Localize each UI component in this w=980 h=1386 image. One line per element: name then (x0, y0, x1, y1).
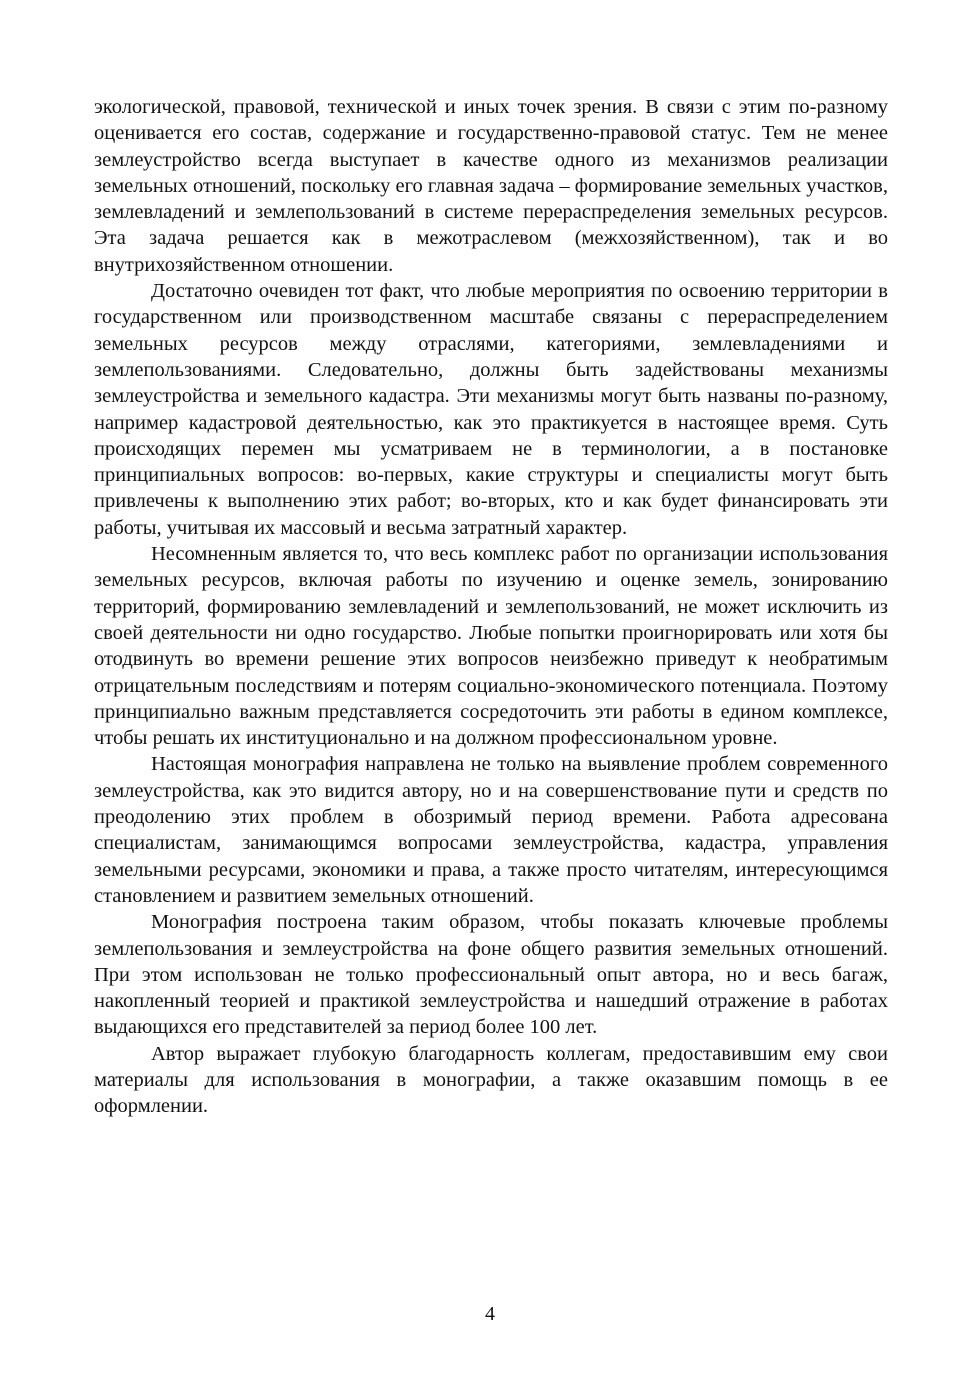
paragraph-continuation: экологической, правовой, технической и иных точек зрения. В связи с этим по-разному оценивается его состав, содержание и государственно-правовой статус. Тем не менее землеустройство всегда выступает в качестве одного из механизмов реализации земельных отношений, поскольку его главная задача – формирование земельных участков, землевладений и землепользований в системе перераспределения земельных ресурсов. Эта задача решается как в межотраслевом (межхозяйственном), так и во внутрихозяйственном отношении. (94, 96, 888, 276)
paragraph-land-redistribution: Достаточно очевиден тот факт, что любые мероприятия по освоению территории в государственном или производственном масштабе связаны с перераспределением земельных ресурсов между отраслями, категориями, землевладениями и землепользованиями. Следовательно, должны быть задействованы механизмы землеустройства и земельного кадастра. Эти механизмы могут быть названы по-разному, например кадастровой деятельностью, как это практикуется в настоящее время. Суть происходящих перемен мы усматриваем не в терминологии, а в постановке принципиальных вопросов: во-первых, какие структуры и специалисты могут быть привлечены к выполнению этих работ; во-вторых, кто и как будет финансировать эти работы, учитывая их массовый и весьма затратный характер. (94, 280, 888, 539)
paragraph-acknowledgements: Автор выражает глубокую благодарность коллегам, предоставившим ему свои материалы для использования в монографии, а также оказавшим помощь в ее оформлении. (94, 1042, 888, 1118)
paragraph-monograph-structure: Монография построена таким образом, чтобы показать ключевые проблемы землепользования и землеустройства на фоне общего развития земельных отношений. При этом использован не только профессиональный опыт автора, но и весь багаж, накопленный теорией и практикой землеустройства и нашедший отражение в работах выдающихся его представителей за период более 100 лет. (94, 911, 888, 1039)
page-body (94, 94, 888, 1120)
page-number: 4 (485, 1303, 495, 1325)
paragraph-complex-of-works: Несомненным является то, что весь комплекс работ по организации использования земельных ресурсов, включая работы по изучению и оценке земель, зонированию территорий, формированию землевладений и землепользований, не может исключить из своей деятельности ни одно государство. Любые попытки проигнорировать или хотя бы отодвинуть во времени решение этих вопросов неизбежно приведут к необратимым отрицательным последствиям и потерям социально-экономического потенциала. Поэтому принципиально важным представляется сосредоточить эти работы в едином комплексе, чтобы решать их институционально и на должном профессиональном уровне. (94, 543, 888, 750)
paragraph-monograph-purpose: Настоящая монография направлена не только на выявление проблем современного землеустройства, как это видится автору, но и на совершенствование пути и средств по преодолению этих проблем в обозримый период времени. Работа адресована специалистам, занимающимся вопросами землеустройства, кадастра, управления земельными ресурсами, экономики и права, а также просто читателям, интересующимся становлением и развитием земельных отношений. (94, 753, 888, 907)
